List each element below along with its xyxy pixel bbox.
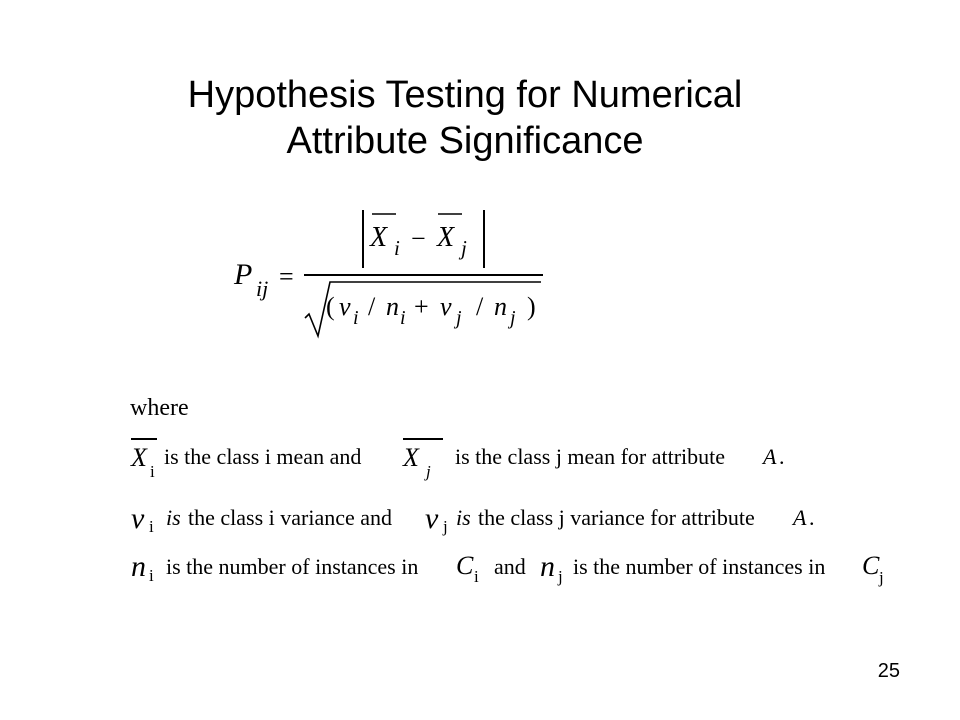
def3-c-sub-i: i	[474, 567, 479, 586]
slide-title-line2: Attribute Significance	[286, 120, 644, 162]
def3-n-j: n	[540, 550, 555, 583]
def2-sub-j: j	[443, 517, 448, 536]
def2-v-i: v	[131, 502, 145, 535]
def2-is-1: is	[166, 505, 181, 530]
def2-period: .	[809, 505, 815, 530]
def3-c-sub-j: j	[879, 568, 884, 587]
formula-lhs: P	[234, 258, 253, 291]
def3-sub-j: j	[558, 567, 563, 586]
denominator-close-paren: )	[527, 292, 536, 321]
def2-attr: A	[793, 505, 807, 530]
def3-n-i: n	[131, 550, 146, 583]
def2-sub-i: i	[149, 517, 154, 536]
numerator-x-i: X	[370, 222, 388, 253]
def3-text1: is the number of instances in	[166, 554, 419, 579]
denominator-v-i: v	[339, 292, 351, 321]
def1-x-i: X	[131, 443, 147, 472]
denominator-v-sub-i: i	[353, 307, 359, 329]
def1-text2: is the class j mean for attribute	[455, 444, 726, 469]
numerator-minus: −	[411, 224, 426, 253]
overbar-xi-definition	[131, 438, 157, 440]
def2-is-2: is	[456, 505, 471, 530]
denominator-n-i: n	[386, 292, 399, 321]
page-number: 25	[877, 660, 900, 682]
def1-period: .	[779, 444, 785, 469]
def1-text1: is the class i mean and	[164, 444, 362, 469]
def3-sub-i: i	[149, 566, 154, 585]
denominator-slash-1: /	[368, 292, 376, 321]
def1-attr: A	[763, 444, 777, 469]
denominator-plus: +	[414, 292, 429, 321]
def1-x-j: X	[403, 443, 419, 472]
def2-text2: the class j variance for attribute	[478, 505, 755, 530]
denominator-slash-2: /	[476, 292, 484, 321]
denominator-v-j: v	[440, 292, 452, 321]
slide-title-line1: Hypothesis Testing for Numerical	[187, 74, 743, 116]
denominator-n-j: n	[494, 292, 507, 321]
def1-sub-i: i	[150, 462, 155, 481]
def3-c-i: C	[456, 551, 474, 580]
denominator-open-paren: (	[326, 292, 335, 321]
where-label: where	[130, 395, 189, 421]
formula-equals: =	[279, 262, 294, 291]
denominator-n-sub-j: j	[510, 307, 516, 329]
numerator-sub-i: i	[394, 236, 400, 260]
def3-and: and	[494, 554, 526, 579]
def3-text2: is the number of instances in	[573, 554, 826, 579]
def1-sub-j: j	[426, 462, 431, 481]
overbar-xj-definition	[403, 438, 443, 440]
numerator-sub-j: j	[461, 236, 467, 260]
def3-c-j: C	[862, 551, 880, 580]
denominator-v-sub-j: j	[456, 307, 462, 329]
formula-lhs-sub: ij	[256, 276, 269, 301]
denominator-n-sub-i: i	[400, 307, 406, 329]
numerator-x-j: X	[437, 222, 455, 253]
def2-v-j: v	[425, 502, 439, 535]
def2-text1: the class i variance and	[188, 505, 393, 530]
